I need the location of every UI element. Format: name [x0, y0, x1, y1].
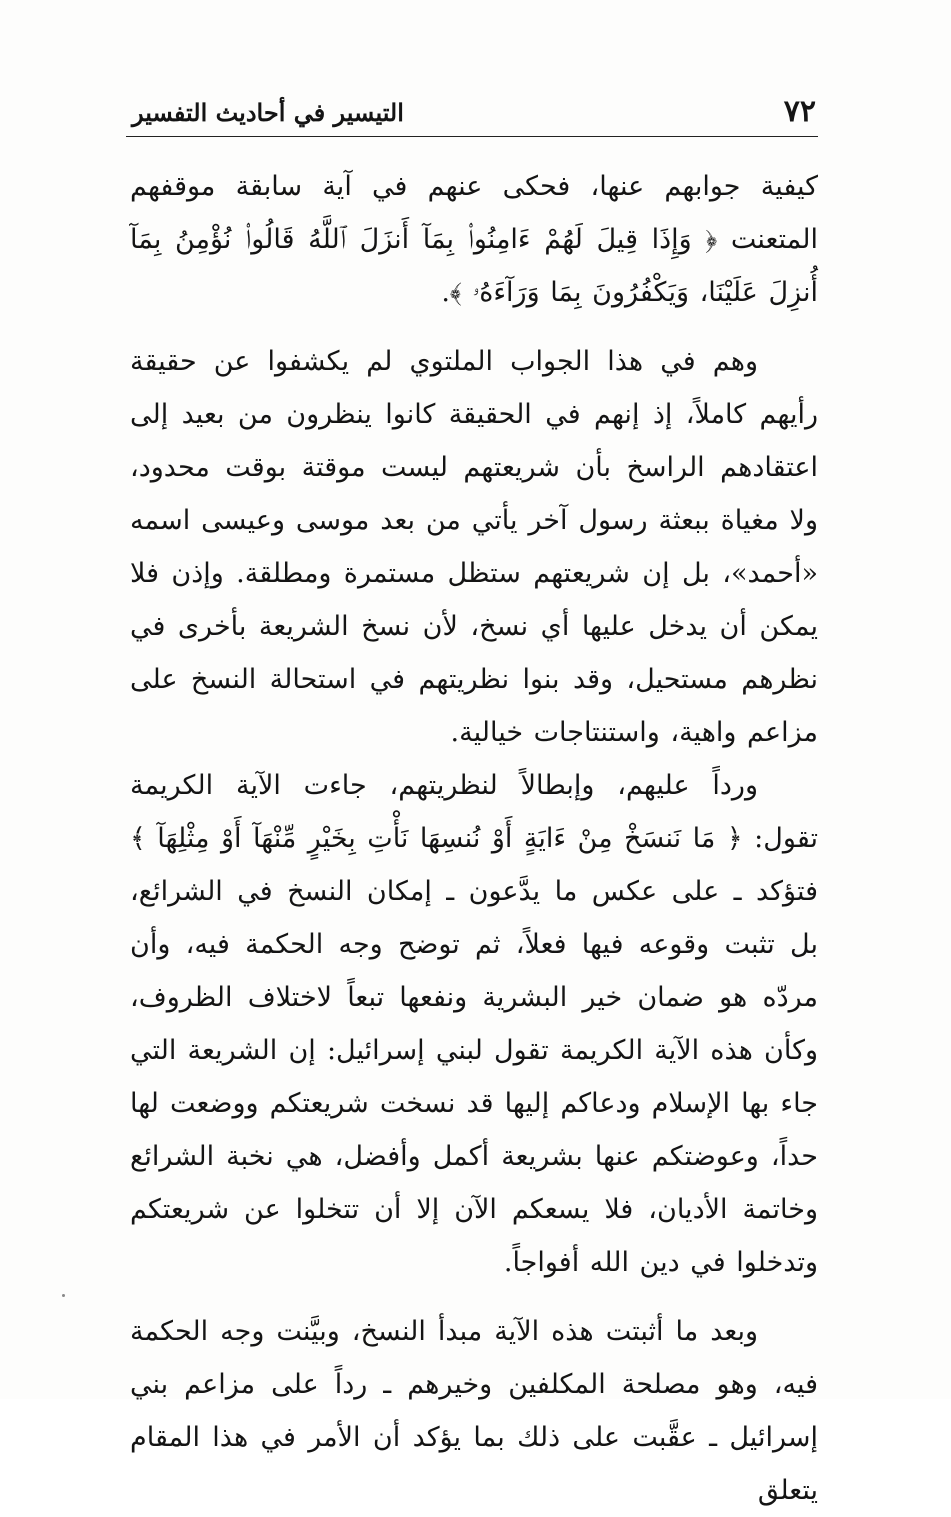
header-divider: [126, 136, 818, 137]
page-number: ٧٢: [783, 94, 816, 129]
page-header: [132, 92, 816, 132]
page-body: [130, 160, 818, 1517]
paragraph-1: كيفية جوابهم عنها، فحكى عنهم في آية سابقة موقفهم المتعنت ﴿ وَإِذَا قِيلَ لَهُمْ ءَامِنُوا۟ بِمَآ أَنزَلَ ٱللَّهُ قَالُوا۟ نُؤْمِنُ بِمَآ أُنزِلَ عَلَيْنَا، وَيَكْفُرُونَ بِمَا وَرَآءَهُۥ ﴾.: [130, 171, 818, 308]
paragraph-2: وهم في هذا الجواب الملتوي لم يكشفوا عن حقيقة رأيهم كاملاً، إذ إنهم في الحقيقة كانوا ينظرون من بعيد إلى اعتقادهم الراسخ بأن شريعتهم ليست موقتة بوقت محدود، ولا مغياة ببعثة رسول آخر يأتي من بعد موسى وعيسى اسمه «أحمد»، بل إن شريعتهم ستظل مستمرة ومطلقة. وإذن فلا يمكن أن يدخل عليها أي نسخ، لأن نسخ الشريعة بأخرى في نظرهم مستحيل، وقد بنوا نظريتهم في استحالة النسخ على مزاعم واهية، واستنتاجات خيالية.: [130, 346, 818, 748]
scan-speck: [62, 1294, 65, 1297]
paragraph-4: وبعد ما أثبتت هذه الآية مبدأ النسخ، وبيَّنت وجه الحكمة فيه، وهو مصلحة المكلفين وخيرهم ـ رداً على مزاعم بني إسرائيل ـ عقَّبت على ذلك بما يؤكد أن الأمر في هذا المقام يتعلق: [130, 1316, 818, 1506]
running-title: التيسير في أحاديث التفسير: [132, 98, 404, 127]
paragraph-3: ورداً عليهم، وإبطالاً لنظريتهم، جاءت الآية الكريمة تقول: ﴿ مَا نَنسَخْ مِنْ ءَايَةٍ أَوْ نُنسِهَا نَأْتِ بِخَيْرٍ مِّنْهَآ أَوْ مِثْلِهَآ ﴾ فتؤكد ـ على عكس ما يدَّعون ـ إمكان النسخ في الشرائع، بل تثبت وقوعه فيها فعلاً، ثم توضح وجه الحكمة فيه، وأن مردّه هو ضمان خير البشرية ونفعها تبعاً لاختلاف الظروف، وكأن هذه الآية الكريمة تقول لبني إسرائيل: إن الشريعة التي جاء بها الإسلام ودعاكم إليها قد نسخت شريعتكم ووضعت لها حداً، وعوضتكم عنها بشريعة أكمل وأفضل، هي نخبة الشرائع وخاتمة الأديان، فلا يسعكم الآن إلا أن تتخلوا عن شريعتكم وتدخلوا في دين الله أفواجاً.: [130, 770, 818, 1278]
